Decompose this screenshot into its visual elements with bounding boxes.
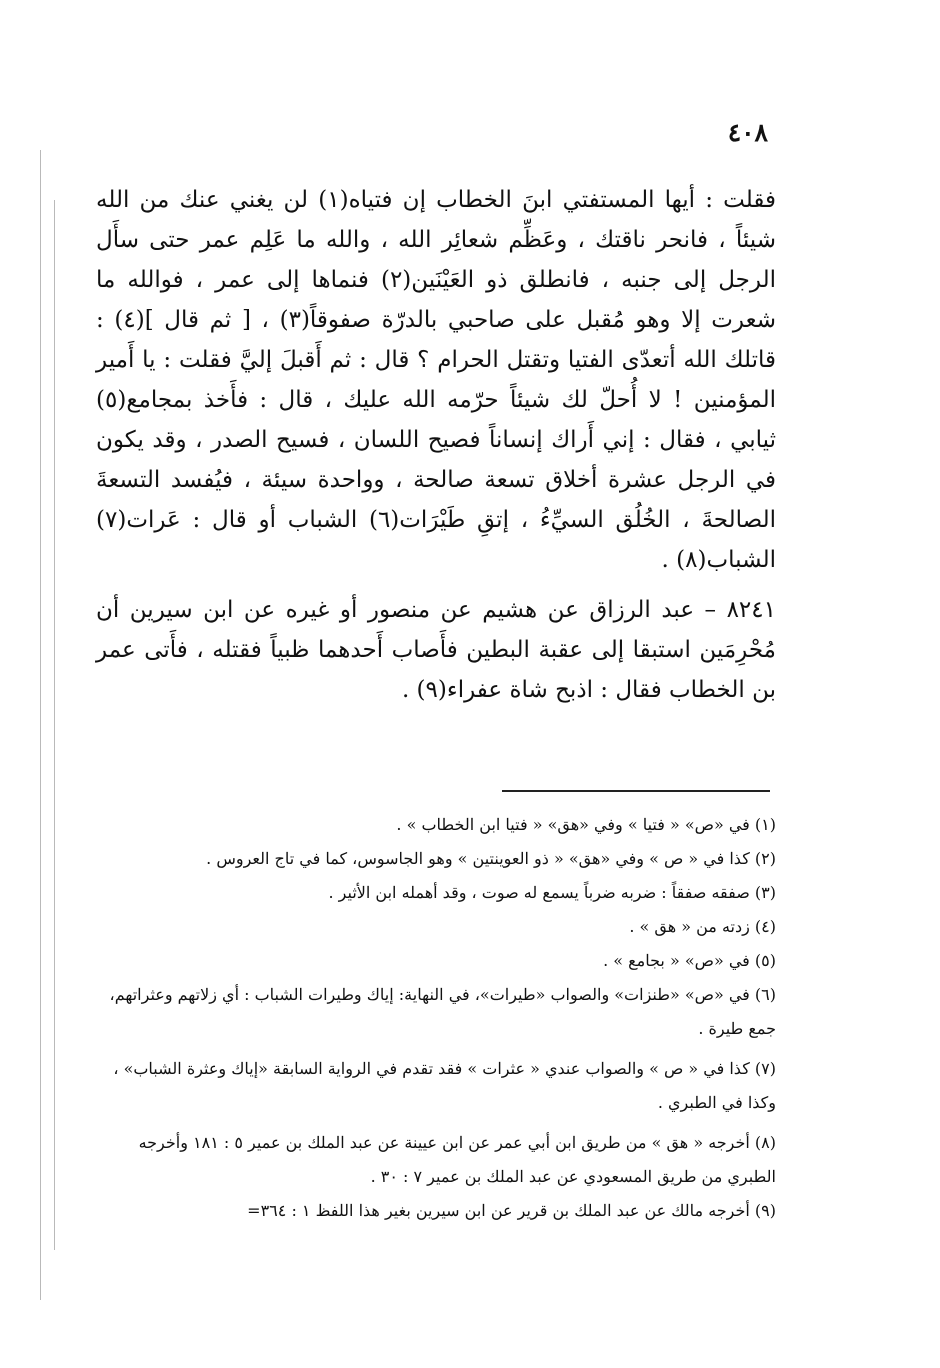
footnote-3: (٣) صفقه صفقاً : ضربه ضرباً يسمع له صوت ، وقد أهمله ابن الأثير . (328, 883, 776, 902)
footnote-2: (٢) كذا في « ص » وفي «هق» « ذو العوينتين » وهو الجاسوس، كما في تاج العروس . (206, 849, 776, 868)
footnote-6: (٦) في «ص» «طنزات» والصواب «طيرات»، في النهاية: إياك وطيرات الشباب : أي زلاتهم وعثراتهم، جمع طيرة . (109, 985, 776, 1038)
scan-margin-line-left-inner (54, 200, 55, 1250)
footnote-8: (٨) أخرجه « هق » من طريق ابن أبي عمر عن ابن عيينة عن عبد الملك بن عمير ٥ : ١٨١ وأخرجه الطبري من طريق المسعودي عن عبد الملك بن عمير ٧ : ٣٠ . (138, 1133, 776, 1186)
hadith-paragraph: ٨٢٤١ – عبد الرزاق عن هشيم عن منصور أو غيره عن ابن سيرين أن مُحْرِمَين استبقا إلى عقبة البطين فأَصاب أَحدهما ظبياً فقتله ، فأَتى عمر بن الخطاب فقال : اذبح شاة عفراء(٩) . (96, 597, 776, 703)
footnotes (100, 808, 776, 1228)
footnote-5: (٥) في «ص» « بجامع » . (603, 951, 776, 970)
main-text (96, 180, 776, 710)
footnote-4: (٤) زدته من « هق » . (629, 917, 776, 936)
footnote-divider (502, 790, 770, 792)
footnote-7: (٧) كذا في « ص » والصواب عندي « عثرات » فقد تقدم في الرواية السابقة «إياك وعثرة الشباب» ، وكذا في الطبري . (113, 1059, 776, 1112)
scan-margin-line-left (40, 150, 41, 1300)
footnote-1: (١) في «ص» « فتيا » وفي «هق» « فتيا ابن الخطاب » . (396, 815, 776, 834)
footnote-9: (٩) أخرجه مالك عن عبد الملك بن قرير عن ابن سيرين بغير هذا اللفظ ١ : ٣٦٤= (247, 1201, 776, 1220)
main-paragraph: فقلت : أيها المستفتي ابنَ الخطاب إن فتياه(١) لن يغني عنك من الله شيئاً ، فانحر ناقتك ، وعَظِّم شعائِر الله ، والله ما عَلِم عمر حتى سأَل الرجل إلى جنبه ، فانطلق ذو العَيْنَين(٢) فنماها إلى عمر ، فوالله ما شعرت إلا وهو مُقبل على صاحبي بالدرّة صفوقاً(٣) ، [ ثم قال ](٤) : قاتلك الله أتعدّى الفتيا وتقتل الحرام ؟ قال : ثم أَقبلَ إليَّ فقلت : يا أَمير المؤمنين ! لا أُحلّ لك شيئاً حرّمه الله عليك ، قال : فأَخذ بمجامع(٥) ثيابي ، فقال : إني أَراك إنساناً فصيح اللسان ، فسيح الصدر ، وقد يكون في الرجل عشرة أخلاق تسعة صالحة ، وواحدة سيئة ، فيُفسد التسعةَ الصالحةَ ، الخُلُق السيِّءُ ، إتقِ طَيْرَات(٦) الشباب أو قال : عَرات(٧) الشباب(٨) . (96, 187, 776, 573)
page-number: ٤٠٨ (727, 118, 768, 147)
